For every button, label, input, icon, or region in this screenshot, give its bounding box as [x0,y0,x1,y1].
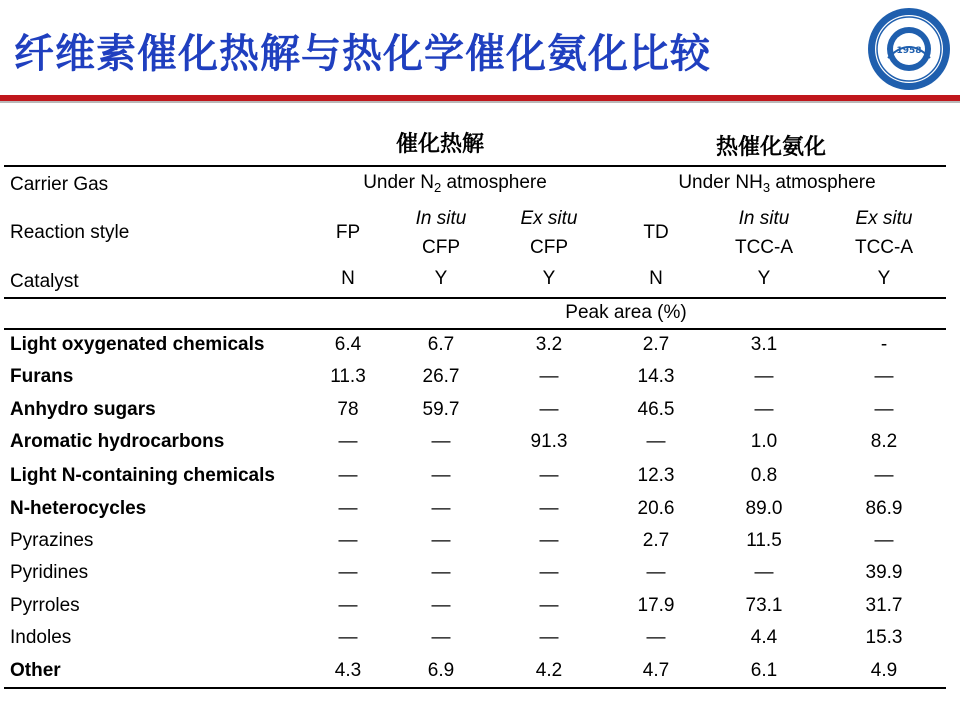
table-cell: — [539,562,559,583]
table-cell: 46.5 [637,399,675,420]
table-cell: — [338,431,358,452]
reaction-style-line2: TCC-A [854,237,914,258]
table-cell: — [646,562,666,583]
table-cell: 20.6 [637,498,675,519]
catalyst-value: Y [542,268,556,289]
table-cell: — [539,530,559,551]
table-cell: — [754,399,774,420]
table-cell: — [539,627,559,648]
reaction-style-line2: CFP [422,237,460,258]
table-cell: 26.7 [422,366,460,387]
table-cell: — [431,595,451,616]
reaction-style-value: TD [643,222,669,243]
group-header-ammonization: 热催化氨化 [716,135,827,160]
table-cell: — [431,465,451,486]
table-cell: — [754,562,774,583]
table-cell: 59.7 [422,399,460,420]
table-cell: — [431,498,451,519]
table-cell: 3.1 [750,334,778,355]
table-row-label: Light N-containing chemicals [10,465,275,486]
table-header-divider [4,297,946,299]
table-cell: 11.3 [330,366,366,387]
table-cell: — [338,562,358,583]
table-cell: — [539,465,559,486]
table-cell: 6.4 [334,334,362,355]
row-label-carrier-gas: Carrier Gas [10,174,109,195]
table-cell: 31.7 [865,595,903,616]
table-cell: 39.9 [865,562,903,583]
table-row-label: Indoles [10,627,72,648]
table-row-label: Aromatic hydrocarbons [10,431,225,452]
table-cell: — [539,595,559,616]
table-row-label: Furans [10,366,74,387]
table-cell: 91.3 [530,431,568,452]
table-cell: 14.3 [637,366,675,387]
table-cell: 4.3 [334,660,362,681]
table-cell: — [539,399,559,420]
table-row-label: Other [10,660,61,681]
table-cell: — [338,498,358,519]
catalyst-value: Y [434,268,448,289]
table-cell: — [431,627,451,648]
university-logo-icon [866,6,952,92]
table-row-label: Pyrazines [10,530,94,551]
table-cell: 4.9 [870,660,898,681]
table-cell: 0.8 [750,465,778,486]
reaction-style-line2: CFP [530,237,568,258]
reaction-style-line1: Ex situ [855,208,913,229]
title-divider-grey [0,101,960,103]
table-cell: 78 [337,399,359,420]
table-cell: — [431,431,451,452]
table-cell: 89.0 [745,498,783,519]
reaction-style-line1: In situ [415,208,467,229]
table-cell: 6.1 [750,660,778,681]
table-cell: — [539,498,559,519]
table-cell: — [874,366,894,387]
reaction-style-value: FP [335,222,361,243]
table-cell: 3.2 [535,334,563,355]
table-cell: — [338,627,358,648]
catalyst-value: Y [757,268,771,289]
row-label-reaction-style: Reaction style [10,222,130,243]
row-label-catalyst: Catalyst [10,271,79,292]
table-cell: — [874,465,894,486]
table-cell: — [874,530,894,551]
table-cell: 86.9 [865,498,903,519]
table-cell: — [338,595,358,616]
table-top-border [4,165,946,167]
table-row-label: Light oxygenated chemicals [10,334,265,355]
table-cell: - [880,334,888,355]
table-cell: 1.0 [750,431,778,452]
table-cell: 12.3 [637,465,675,486]
reaction-style-line1: Ex situ [520,208,578,229]
table-cell: — [646,431,666,452]
catalyst-value: N [341,268,355,289]
catalyst-value: Y [877,268,891,289]
table-cell: 4.2 [535,660,563,681]
table-body-divider [4,328,946,330]
group-header-catalytic-pyrolysis: 催化热解 [396,132,485,157]
carrier-gas-n2: Under $N_2$ atmosphere [363,172,547,195]
table-cell: 8.2 [870,431,898,452]
carrier-gas-nh3: Under $NH_3$ atmosphere [678,172,876,195]
table-cell: 2.7 [642,334,670,355]
table-row-label: Anhydro sugars [10,399,156,420]
reaction-style-line2: TCC-A [734,237,794,258]
table-cell: 6.7 [427,334,455,355]
reaction-style-line1: In situ [738,208,790,229]
table-cell: — [338,465,358,486]
table-cell: — [539,366,559,387]
table-cell: — [874,399,894,420]
logo-year: 1958 [896,46,922,56]
table-cell: 4.7 [642,660,670,681]
table-cell: — [431,530,451,551]
table-cell: — [431,562,451,583]
table-cell: 6.9 [427,660,455,681]
table-cell: 17.9 [637,595,675,616]
table-row-label: Pyridines [10,562,89,583]
table-bottom-border [4,687,946,689]
table-cell: 15.3 [865,627,903,648]
table-cell: 73.1 [745,595,783,616]
catalyst-value: N [649,268,663,289]
table-cell: 2.7 [642,530,670,551]
table-row-label: Pyrroles [10,595,80,616]
table-cell: 11.5 [746,530,782,551]
slide-title: 纤维素催化热解与热化学催化氨化比较 [14,31,711,77]
peak-area-label: Peak area (%) [565,302,687,323]
table-cell: 4.4 [750,627,778,648]
table-cell: — [338,530,358,551]
table-cell: — [754,366,774,387]
table-row-label: N-heterocycles [10,498,147,519]
table-cell: — [646,627,666,648]
